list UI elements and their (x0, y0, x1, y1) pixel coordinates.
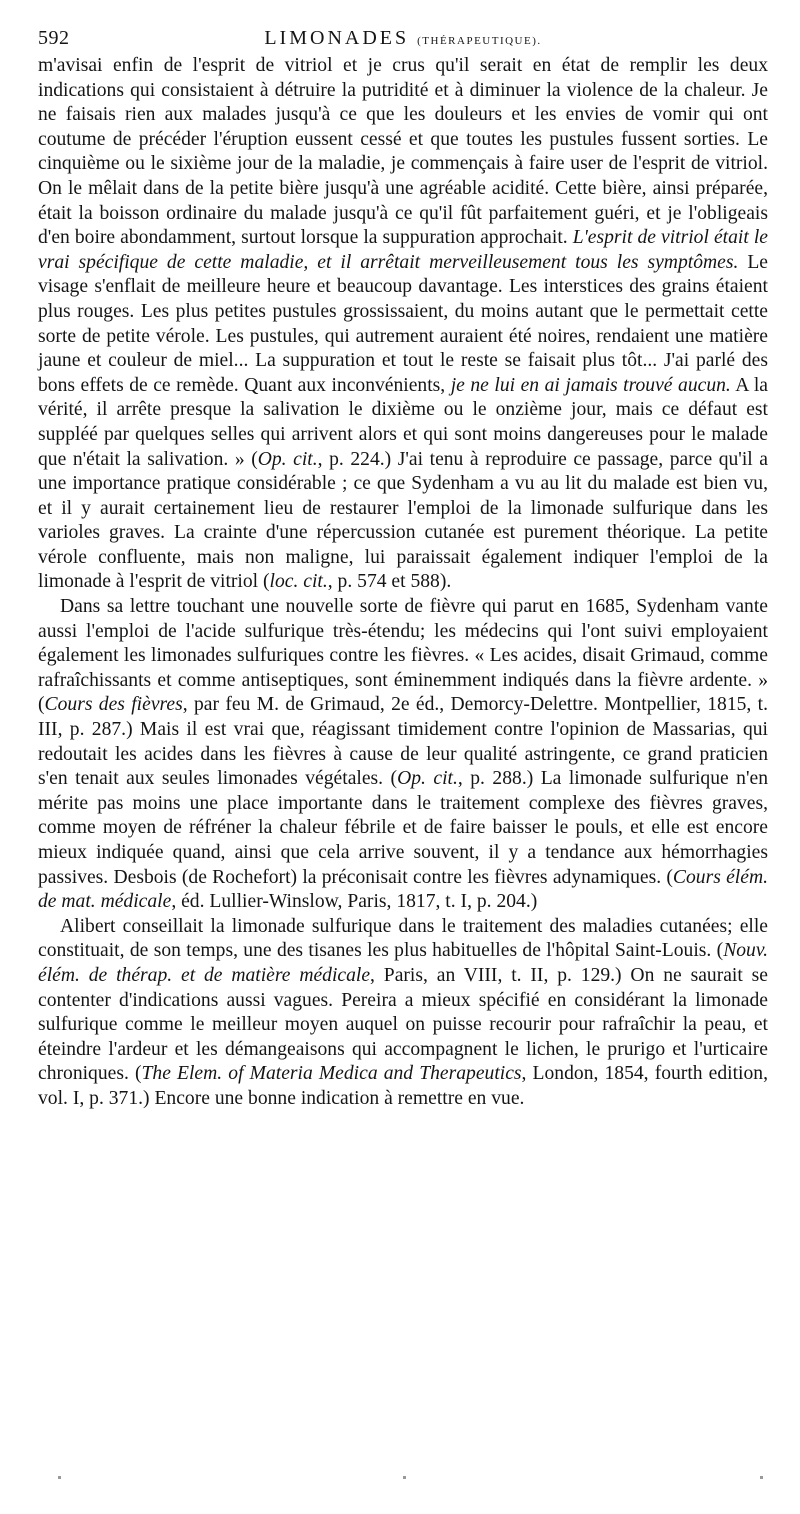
paragraph-3 (38, 915, 768, 1112)
paragraph-2 (38, 595, 768, 915)
text-run: Le visage s'enflait de meilleure heure et beaucoup davantage. Les interstices des grains étaient plus rouges. Les plus petites pustules grossissaient, du moins autant que le permettait cette sorte de petite vérole. Les pustules, qui autrement auraient été noires, rendaient une matière jaune et couleur de miel... La suppuration et tout le reste se faisait plus tôt... J'ai parlé des bons effets de ce remède. Quant aux inconvénients, (38, 251, 768, 396)
italic-text-run: L'esprit de vitriol était le vrai spécifique de cette maladie, et il arrêtait merveilleusement tous les symptômes. (38, 227, 768, 273)
scan-dot (58, 1476, 61, 1479)
text-run: , p. 574 et 588). (327, 571, 452, 593)
italic-text-run: loc. cit. (269, 571, 328, 593)
running-subtitle: (THÉRAPEUTIQUE). (417, 35, 542, 47)
text-run: , par feu M. de Grimaud, 2e éd., Demorcy-Delettre. Montpellier, 1815, t. III, p. 287.) Mais il est vrai que, réagissant timidement contre l'opinion de Massarias, qui redoutait les acides dans les fièvres à cause de leur qualité astringente, ce grand praticien s'en tenait aux seules limonades végétales. ( (38, 694, 768, 790)
page-number: 592 (38, 27, 70, 49)
italic-text-run: Nouv. élém. de thérap. et de matière médicale (38, 940, 768, 986)
text-run: Alibert conseillait la limonade sulfurique dans le traitement des maladies cutanées; elle constituait, de son temps, une des tisanes les plus habituelles de l'hôpital Saint-Louis. ( (38, 915, 768, 962)
text-run: , p. 288.) La limonade sulfurique n'en mérite pas moins une place importante dans le traitement complexe des fièvres graves, comme moyen de réfréner la chaleur fébrile et de faire baisser le pouls, et elle est encore mieux indiquée quand, ainsi que cela arrive souvent, il y a tendance aux hémorrhagies passives. Desbois (de Rochefort) la préconisait contre les fièvres adynamiques. ( (38, 768, 768, 888)
scan-marks (38, 1476, 768, 1486)
running-title: LIMONADES (264, 27, 410, 49)
scan-dot (403, 1476, 406, 1479)
text-run: A la vérité, il arrête presque la salivation le dixième ou le onzième jour, mais ce défaut est suppléé par quelques selles qui arrivent alors et qui sont moins dangereuses pour le malade que n'était la salivation. » ( (38, 374, 768, 470)
italic-text-run: Op. cit. (257, 448, 318, 470)
text-run: , p. 224.) J'ai tenu à reproduire ce passage, parce qu'il a une importance pratique considérable ; ce que Sydenham a vu au lit du malade est bien vu, et il y aurait certainement lieu de restaurer l'emploi de la limonade sulfurique dans les varioles graves. La crainte d'une répercussion cutanée est purement théorique. La petite vérole confluente, mais non maligne, lui paraissait également indiquer l'emploi de la limonade à l'esprit de vitriol ( (38, 448, 768, 593)
body-text (38, 54, 768, 1112)
text-run: m'avisai enfin de l'esprit de vitriol et je crus qu'il serait en état de remplir les deux indications qui consistaient à détruire la putridité et à diminuer la violence de la chaleur. Je ne faisais rien aux malades jusqu'à ce que les douleurs et les envies de vomir qui ont coutume de précéder l'éruption eussent cessé et que toutes les pustules fussent sorties. Le cinquième ou le sixième jour de la maladie, je commençais à faire user de l'esprit de vitriol. On le mêlait dans de la petite bière jusqu'à une agréable acidité. Cette bière, ainsi préparée, était la boisson ordinaire du malade jusqu'à ce qu'il fût parfaitement guéri, et je l'obligeais d'en boire abondamment, surtout lorsque la suppuration approchait. (38, 55, 768, 249)
italic-text-run: Cours élém. de mat. médicale (38, 866, 768, 913)
paragraph-1 (38, 54, 768, 595)
italic-text-run: The Elem. of Materia Medica and Therapeutics (141, 1063, 522, 1085)
text-run: , Paris, an VIII, t. II, p. 129.) On ne saurait se contenter d'indications aussi vagues. Pereira a mieux spécifié en considérant la limonade sulfurique comme le meilleur moyen auquel on puisse recourir pour rafraîchir la peau, et éteindre l'ardeur et les démangeaisons qui accompagnent le lichen, le prurigo et l'urticaire chroniques. ( (38, 964, 768, 1085)
text-run: , London, 1854, fourth edition, vol. I, p. 371.) Encore une bonne indication à remettre en vue. (38, 1063, 768, 1109)
italic-text-run: je ne lui en ai jamais trouvé aucun. (450, 374, 731, 396)
page-header (38, 26, 768, 52)
text-run: , éd. Lullier-Winslow, Paris, 1817, t. I, p. 204.) (171, 891, 538, 913)
italic-text-run: Cours des fièvres (44, 694, 183, 716)
italic-text-run: Op. cit. (397, 768, 458, 790)
scan-dot (760, 1476, 763, 1479)
book-page (38, 26, 768, 1112)
running-head (38, 26, 768, 54)
text-run: Dans sa lettre touchant une nouvelle sorte de fièvre qui parut en 1685, Sydenham vante aussi l'emploi de l'acide sulfurique très-étendu; les médecins qui l'ont suivi employaient également les limonades sulfuriques contre les fièvres. « Les acides, disait Grimaud, comme rafraîchissants et comme antiseptiques, sont éminemment indiqués dans la fièvre ardente. » ( (38, 596, 768, 716)
